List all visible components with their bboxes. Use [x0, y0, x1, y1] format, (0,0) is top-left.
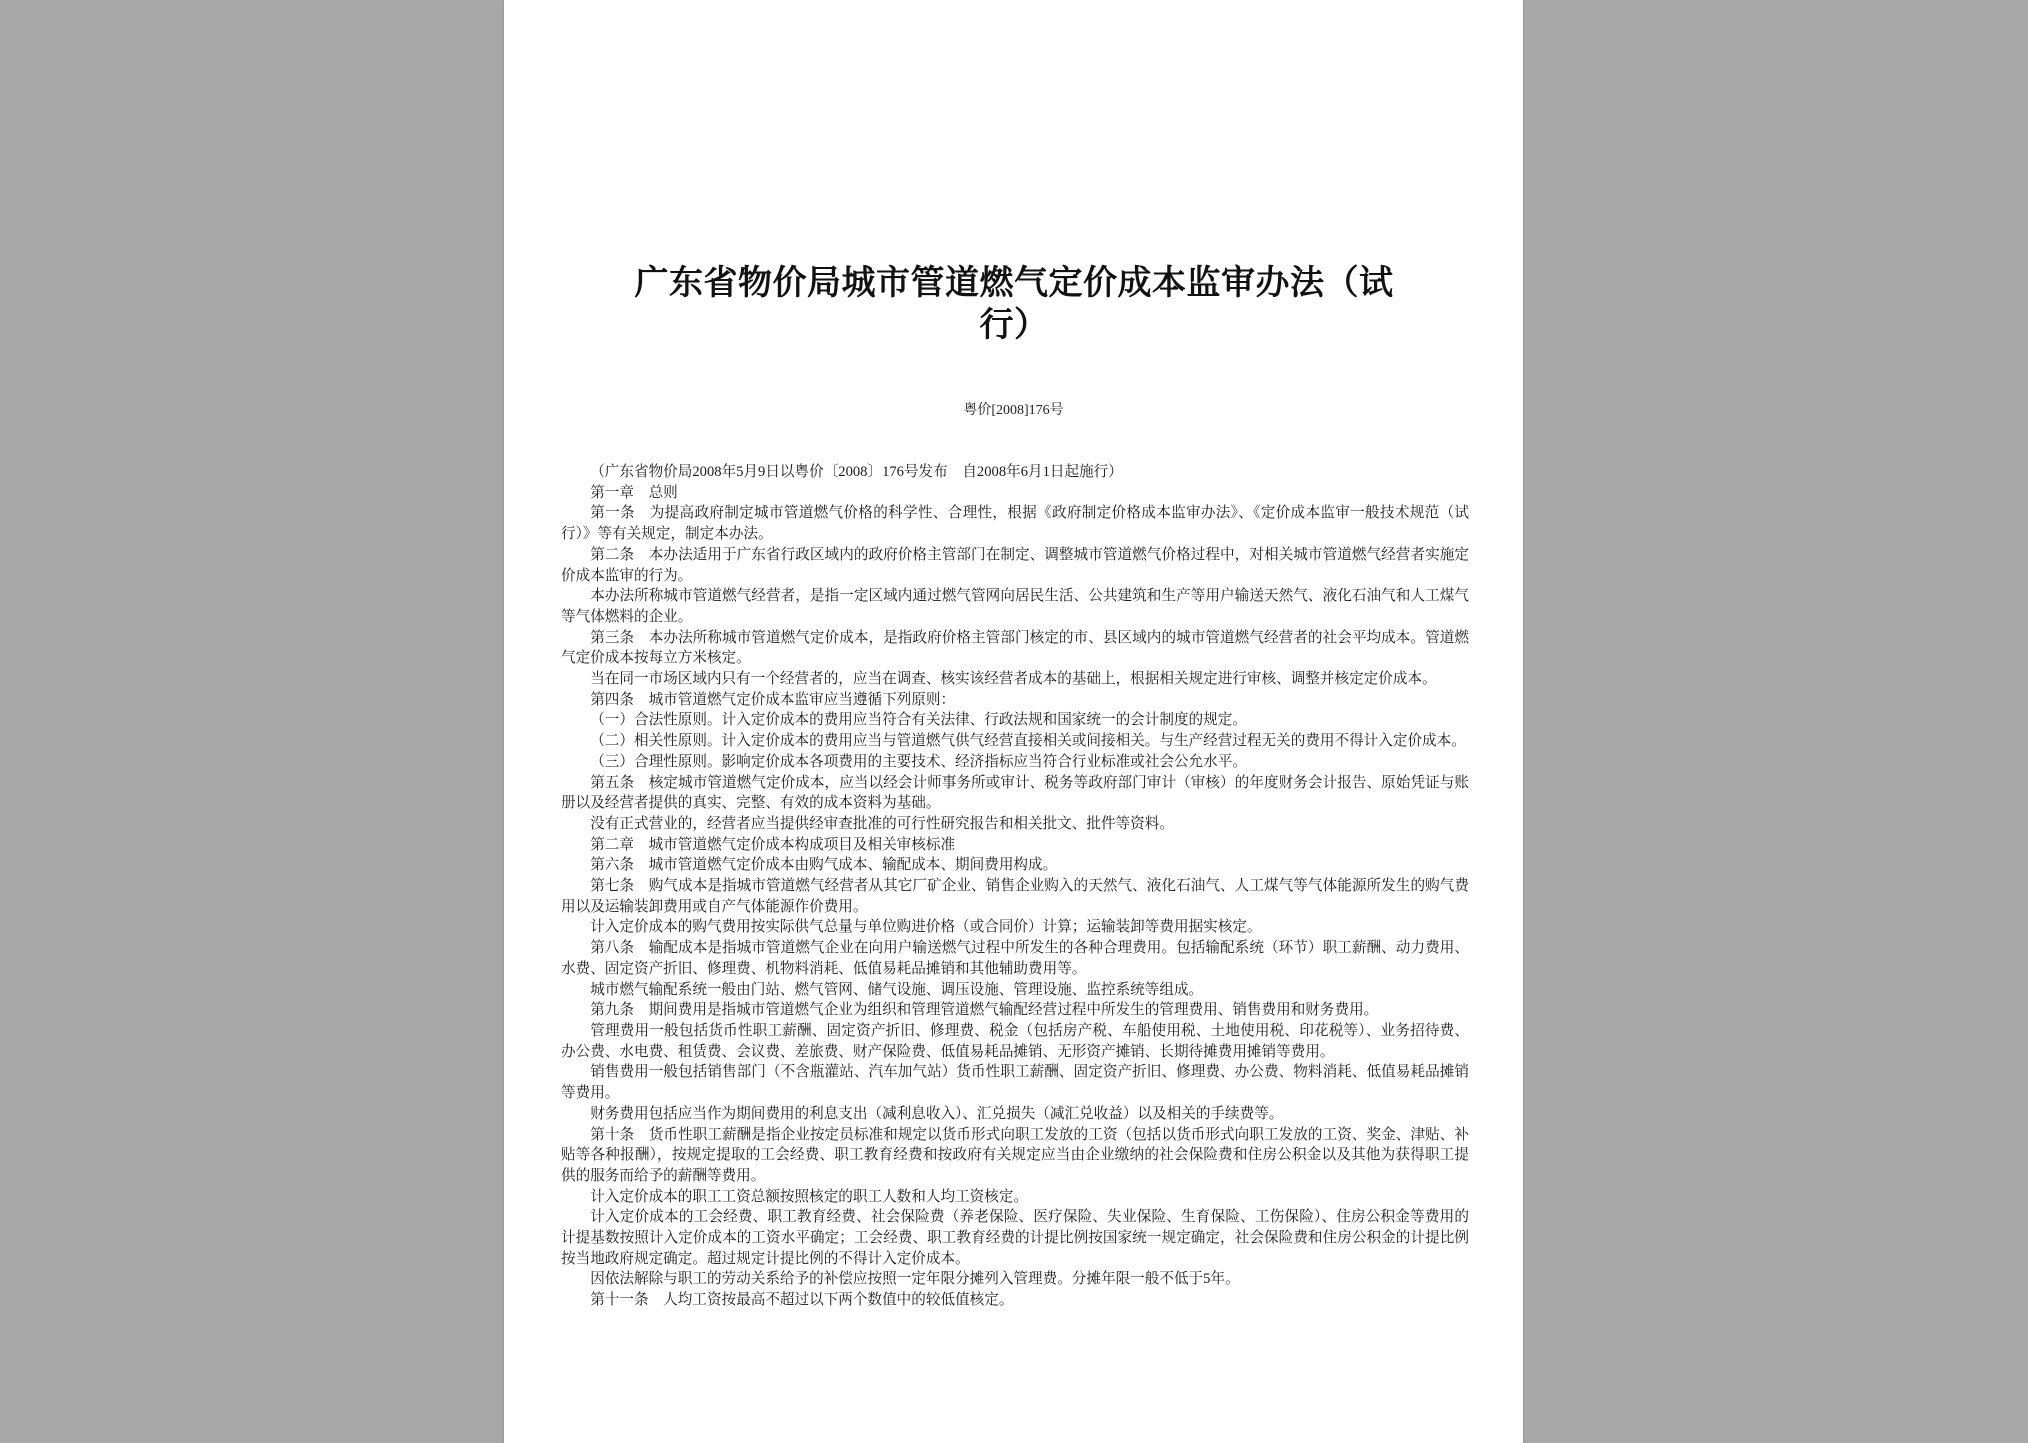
body-paragraph: 第七条 购气成本是指城市管道燃气经营者从其它厂矿企业、销售企业购入的天然气、液化石油气、人工煤气等气体能源所发生的购气费用以及运输装卸费用或自产气体能源作价费用。	[561, 878, 1469, 915]
body-paragraph: 因依法解除与职工的劳动关系给予的补偿应按照一定年限分摊列入管理费。分摊年限一般不低于5年。	[590, 1271, 1240, 1288]
body-paragraph: 第二章 城市管道燃气定价成本构成项目及相关审核标准	[590, 836, 956, 853]
body-paragraph: 第十一条 人均工资按最高不超过以下两个数值中的较低值核定。	[590, 1292, 1014, 1309]
body-paragraph: 第一章 总则	[590, 484, 678, 501]
body-paragraph: 第八条 输配成本是指城市管道燃气企业在向用户输送燃气过程中所发生的各种合理费用。包括输配系统（环节）职工薪酬、动力费用、水费、固定资产折旧、修理费、机物料消耗、低值易耗品摊销和其他辅助费用等。	[561, 940, 1469, 977]
body-paragraph: 第九条 期间费用是指城市管道燃气企业为组织和管理管道燃气输配经营过程中所发生的管理费用、销售费用和财务费用。	[590, 1002, 1379, 1019]
body-paragraph: 第三条 本办法所称城市管道燃气定价成本，是指政府价格主管部门核定的市、县区域内的城市管道燃气经营者的社会平均成本。管道燃气定价成本按每立方米核定。	[561, 629, 1469, 667]
document-page	[504, 0, 1523, 1443]
body-paragraph: 当在同一市场区域内只有一个经营者的，应当在调查、核实该经营者成本的基础上，根据相关规定进行审核、调整并核定定价成本。	[590, 671, 1437, 688]
body-paragraph: 本办法所称城市管道燃气经营者，是指一定区域内通过燃气管网向居民生活、公共建筑和生产等用户输送天然气、液化石油气和人工煤气等气体燃料的企业。	[561, 588, 1469, 625]
body-paragraph: 第五条 核定城市管道燃气定价成本，应当以经会计师事务所或审计、税务等政府部门审计（审核）的年度财务会计报告、原始凭证与账册以及经营者提供的真实、完整、有效的成本资料为基础。	[561, 774, 1469, 812]
body-paragraph: 计入定价成本的购气费用按实际供气总量与单位购进价格（或合同价）计算；运输装卸等费用据实核定。	[590, 919, 1262, 936]
body-paragraph: （一）合法性原则。计入定价成本的费用应当符合有关法律、行政法规和国家统一的会计制度的规定。	[590, 712, 1247, 729]
body-paragraph: 没有正式营业的，经营者应当提供经审查批准的可行性研究报告和相关批文、批件等资料。	[590, 815, 1174, 832]
body-paragraph: 第六条 城市管道燃气定价成本由购气成本、输配成本、期间费用构成。	[590, 857, 1058, 874]
document-title: 广东省物价局城市管道燃气定价成本监审办法（试行）	[634, 263, 1394, 345]
body-paragraph: 城市燃气输配系统一般由门站、燃气管网、储气设施、调压设施、管理设施、监控系统等组成。	[590, 981, 1204, 998]
body-paragraph: 第二条 本办法适用于广东省行政区域内的政府价格主管部门在制定、调整城市管道燃气价格过程中，对相关城市管道燃气经营者实施定价成本监审的行为。	[561, 546, 1469, 584]
body-paragraph: 第一条 为提高政府制定城市管道燃气价格的科学性、合理性，根据《政府制定价格成本监审办法》、《定价成本监审一般技术规范（试行）》等有关规定，制定本办法。	[561, 505, 1469, 543]
body-paragraph: （二）相关性原则。计入定价成本的费用应当与管道燃气供气经营直接相关或间接相关。与生产经营过程无关的费用不得计入定价成本。	[590, 733, 1466, 750]
body-paragraph: 管理费用一般包括货币性职工薪酬、固定资产折旧、修理费、税金（包括房产税、车船使用税、土地使用税、印花税等）、业务招待费、办公费、水电费、租赁费、会议费、差旅费、财产保险费、低值易耗品摊销、无形资产摊销、长期待摊费用摊销等费用。	[561, 1022, 1469, 1060]
document-body	[561, 462, 1469, 1311]
body-paragraph: 计入定价成本的职工工资总额按照核定的职工人数和人均工资核定。	[590, 1188, 1029, 1205]
document-number: 粤价[2008]176号	[963, 403, 1064, 418]
body-paragraph: 计入定价成本的工会经费、职工教育经费、社会保险费（养老保险、医疗保险、失业保险、生育保险、工伤保险）、住房公积金等费用的计提基数按照计入定价成本的工资水平确定；工会经费、职工教育经费的计提比例按国家统一规定确定，社会保险费和住房公积金的计提比例按当地政府规定确定。超过规定计提比例的不得计入定价成本。	[561, 1209, 1469, 1267]
body-paragraph: 第四条 城市管道燃气定价成本监审应当遵循下列原则：	[590, 691, 956, 708]
body-paragraph: （三）合理性原则。影响定价成本各项费用的主要技术、经济指标应当符合行业标准或社会公允水平。	[590, 753, 1247, 770]
body-paragraph: （广东省物价局2008年5月9日以粤价〔2008〕176号发布 自2008年6月1日起施行）	[590, 464, 1123, 480]
body-paragraph: 第十条 货币性职工薪酬是指企业按定员标准和规定以货币形式向职工发放的工资（包括以货币形式向职工发放的工资、奖金、津贴、补贴等各种报酬），按规定提取的工会经费、职工教育经费和按政府有关规定应当由企业缴纳的社会保险费和住房公积金以及其他为获得职工提供的服务而给予的薪酬等费用。	[561, 1126, 1469, 1184]
body-paragraph: 销售费用一般包括销售部门（不含瓶灌站、汽车加气站）货币性职工薪酬、固定资产折旧、修理费、办公费、物料消耗、低值易耗品摊销等费用。	[561, 1064, 1469, 1102]
body-paragraph: 财务费用包括应当作为期间费用的利息支出（减利息收入）、汇兑损失（减汇兑收益）以及相关的手续费等。	[590, 1105, 1284, 1122]
